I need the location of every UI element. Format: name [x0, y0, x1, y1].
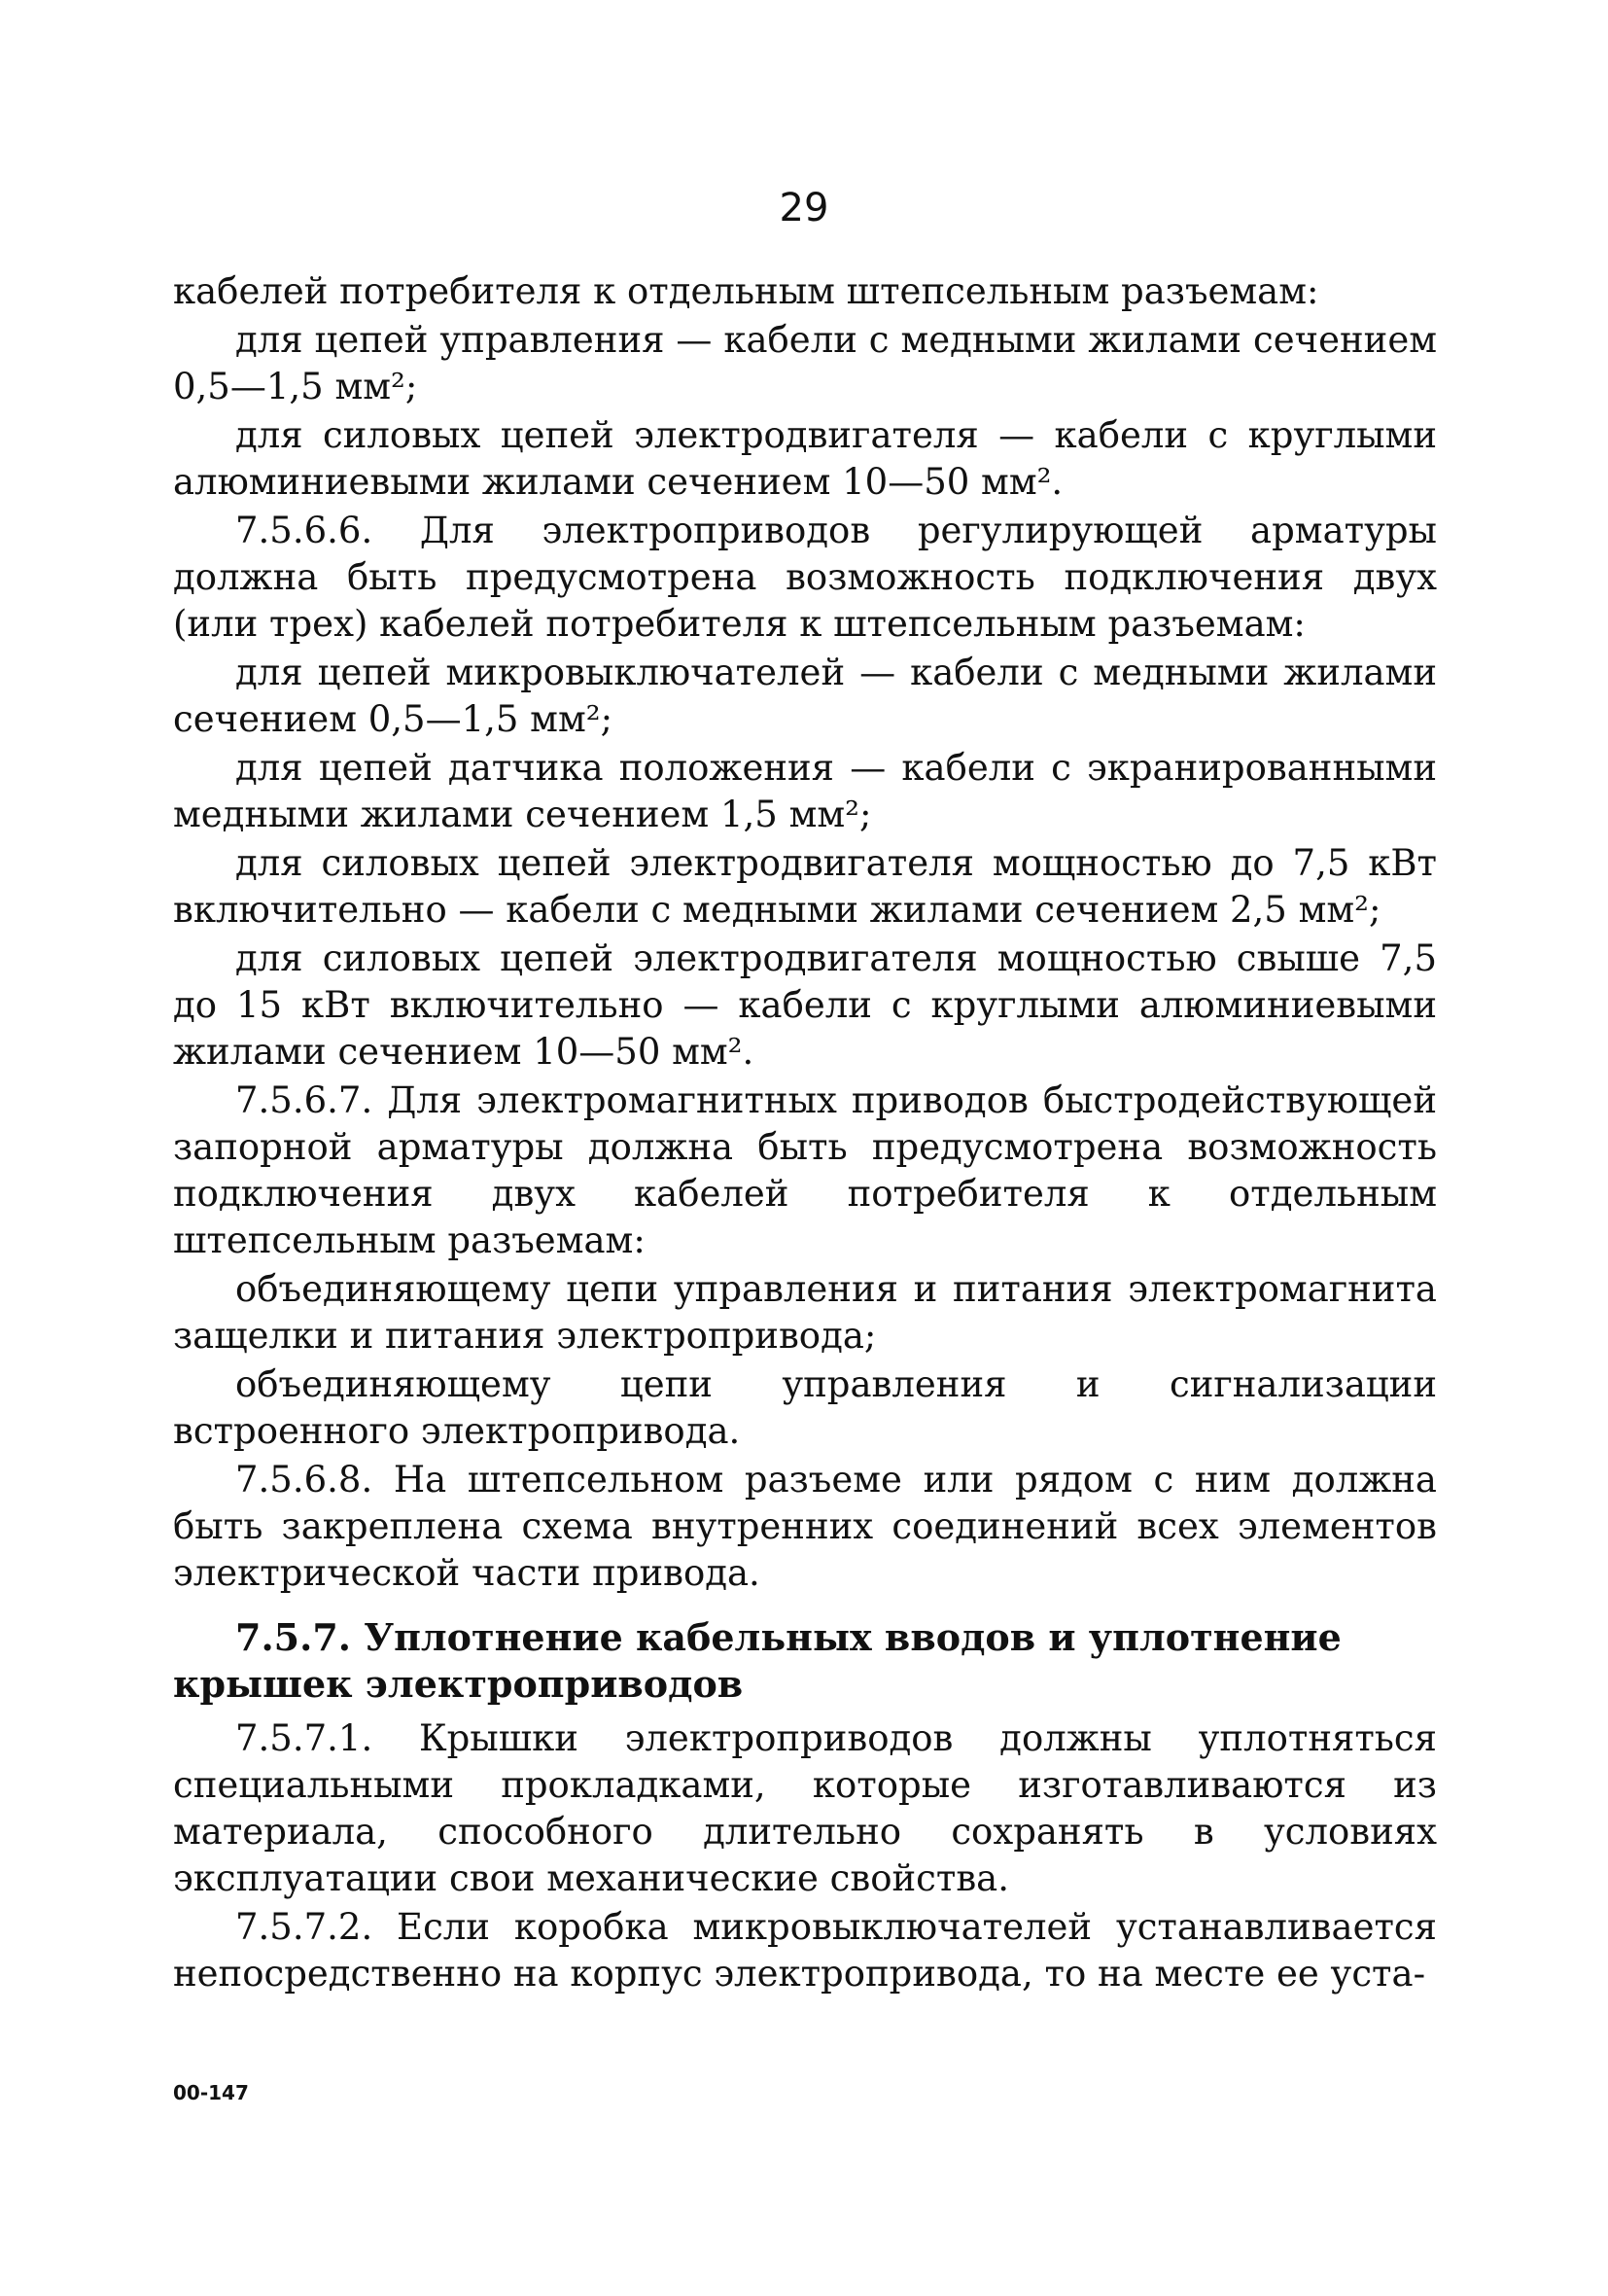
list-item: для силовых цепей электродвигателя — кабели с круглыми алюминиевыми жилами сечением 10—50 мм².	[173, 414, 1437, 503]
list-item: объединяющему цепи управления и питания электромагнита защелки и питания электропривода;	[173, 1268, 1437, 1357]
clause-7-5-6-8: 7.5.6.8. На штепсельном разъеме или рядом с ним должна быть закреплена схема внутренних соединений всех элементов электрической части привода.	[173, 1459, 1437, 1594]
page-body	[173, 268, 1437, 1999]
clause-7-5-7-1: 7.5.7.1. Крышки электроприводов должны уплотняться специальными прокладками, которые изготавливаются из материала, способного длительно сохранять в условиях эксплуатации свои механические свойства.	[173, 1717, 1437, 1899]
list-item: для цепей датчика положения — кабели с экранированными медными жилами сечением 1,5 мм²;	[173, 747, 1437, 835]
section-heading-7-5-7: 7.5.7. Уплотнение кабельных вводов и уплотнение крышек электроприводов	[173, 1615, 1342, 1706]
list-item: объединяющему цепи управления и сигнализации встроенного электропривода.	[173, 1363, 1437, 1452]
paragraph: кабелей потребителя к отдельным штепсельным разъемам:	[173, 270, 1319, 312]
list-item: для цепей управления — кабели с медными жилами сечением 0,5—1,5 мм²;	[173, 319, 1437, 407]
page-number: 29	[779, 186, 829, 230]
list-item: для силовых цепей электродвигателя мощностью свыше 7,5 до 15 кВт включительно — кабели с круглыми алюминиевыми жилами сечением 10—50 мм².	[173, 937, 1437, 1073]
list-item: для силовых цепей электродвигателя мощностью до 7,5 кВт включительно — кабели с медными жилами сечением 2,5 мм²;	[173, 842, 1437, 931]
list-item: для цепей микровыключателей — кабели с медными жилами сечением 0,5—1,5 мм²;	[173, 652, 1437, 740]
clause-7-5-7-2: 7.5.7.2. Если коробка микровыключателей устанавливается непосредственно на корпус электропривода, то на месте ее уста-	[173, 1906, 1437, 1995]
clause-7-5-6-7: 7.5.6.7. Для электромагнитных приводов быстродействующей запорной арматуры должна быть предусмотрена возможность подключения двух кабелей потребителя к отдельным штепсельным разъемам:	[173, 1079, 1437, 1261]
footer-code: 00-147	[173, 2081, 249, 2104]
clause-7-5-6-6: 7.5.6.6. Для электроприводов регулирующей арматуры должна быть предусмотрена возможность подключения двух (или трех) кабелей потребителя к штепсельным разъемам:	[173, 510, 1437, 645]
